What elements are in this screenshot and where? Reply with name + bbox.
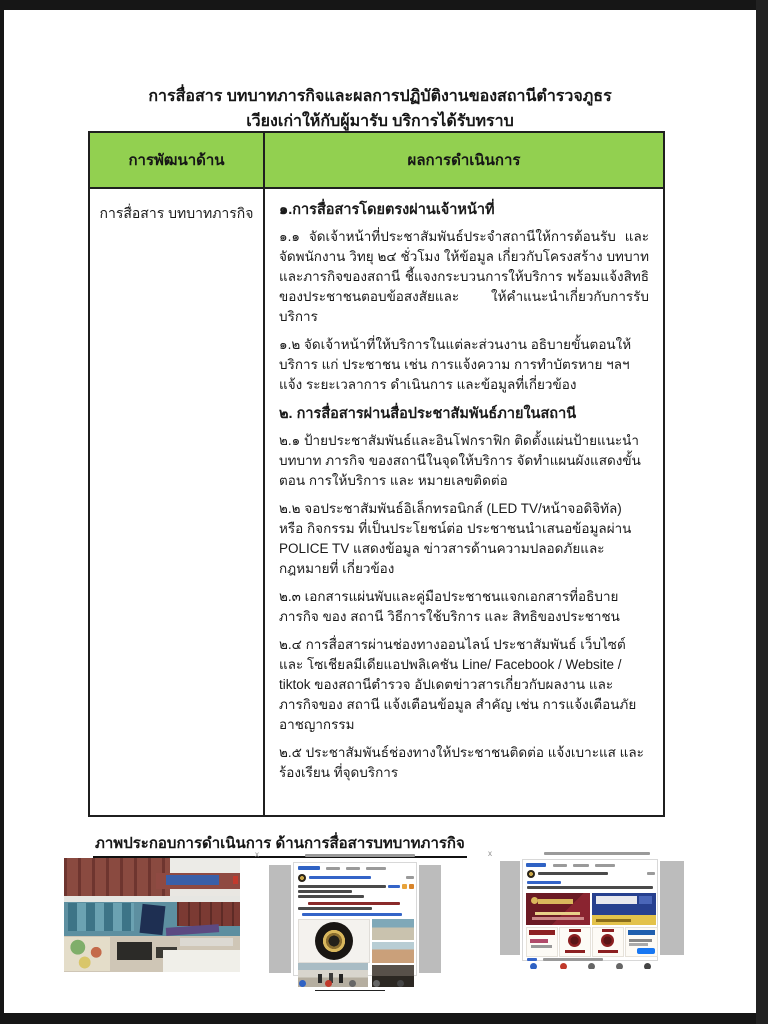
post-text-line1 [527, 886, 653, 889]
activity-photo-2 [372, 942, 414, 963]
white-counter [163, 950, 240, 972]
poster-4 [625, 927, 658, 957]
tab-3 [573, 864, 589, 867]
scan-border-right [756, 0, 768, 1024]
comment-icon [588, 963, 595, 969]
window-title-placeholder [544, 852, 650, 855]
blue-sign [166, 875, 219, 885]
item-2-2: ๒.๒ จอประชาสัมพันธ์อิเล็กทรอนิกส์ (LED TV/หน้าจอดิจิทัล) หรือ กิจกรรม ที่เป็นประโยชน์ต่อ ประชาชนนำเสนอข้อมูลผ่าน POLICE TV แสดงข้อมูล ข่าวสารด้านความปลอดภัยและกฎหมายที่ เกี่ยวข้อง [279, 501, 632, 576]
post-avatar [298, 874, 306, 882]
section-2-heading: ๒. การสื่อสารผ่านสื่อประชาสัมพันธ์ภายในสถานี [279, 406, 577, 422]
gold-headline [538, 899, 573, 904]
tab-4 [595, 864, 615, 867]
nameplate-slots [64, 858, 170, 896]
blue-banner-image [592, 893, 656, 925]
browser-side-gutter-left [269, 865, 291, 973]
yellow-strip-text [596, 919, 631, 922]
emoji-icon-2 [409, 884, 414, 889]
post-text-line2 [298, 890, 352, 893]
page-title-line1: การสื่อสาร บทบาทภารกิจและผลการปฏิบัติงานของสถานีตำรวจภูธร [148, 88, 612, 105]
footer-text-line [543, 958, 603, 961]
poster-3-text [598, 950, 617, 953]
papers [180, 938, 233, 946]
table-body-row [90, 189, 663, 815]
post-subtext-line1 [308, 902, 400, 905]
activity-photo-1 [372, 919, 414, 940]
share-icon [325, 980, 332, 987]
results-cell [265, 189, 663, 815]
page-title-line2: เวียงเก่าให้กับผู้มารับ บริการได้รับทราบ [246, 113, 514, 130]
facebook-page-screenshot-infographics [488, 847, 692, 969]
item-2-5: ๒.๕ ประชาสัมพันธ์ช่องทางให้ประชาชนติดต่อ แจ้งเบาะแส และ ร้องเรียน ที่จุดบริการ [279, 745, 644, 780]
like-icon [299, 980, 306, 987]
post-menu-dots [406, 876, 414, 879]
header-cell-results: ผลการดำเนินการ [265, 133, 663, 187]
office-panel-photo [64, 896, 240, 936]
printer-object [117, 942, 152, 959]
figures-caption: ภาพประกอบการดำเนินการ ด้านการสื่อสารบทบาทภารกิจ [93, 831, 467, 858]
scan-border-top [0, 0, 768, 10]
post-text-line1 [298, 885, 386, 888]
gold-line-2 [532, 917, 583, 920]
results-table [88, 131, 665, 817]
desk-documents-photo [64, 936, 240, 972]
post-meta-line [302, 913, 402, 916]
station-interior-photo-collage [64, 858, 240, 972]
page-name-text [309, 876, 371, 879]
close-icon: x [255, 850, 259, 859]
police-emblem-image [298, 919, 370, 963]
share-icon [560, 963, 567, 969]
like-count-icon [527, 958, 537, 961]
post-subtext-line2 [298, 907, 372, 910]
post-text-line3 [298, 895, 364, 898]
poster-4-headline [628, 930, 654, 935]
purple-rail [166, 925, 219, 937]
tab-2 [326, 867, 340, 870]
save-icon [616, 963, 623, 969]
like-icon [530, 963, 537, 969]
scan-border-bottom [0, 1013, 768, 1024]
comment-icon [349, 980, 356, 987]
poster-3 [592, 927, 624, 957]
browser-side-gutter-left [500, 861, 520, 955]
post-avatar [527, 870, 535, 878]
item-1-1: ๑.๑ จัดเจ้าหน้าที่ประชาสัมพันธ์ประจำสถานีให้การต้อนรับ และจัดพนักงาน วิทยุ ๒๔ ชั่วโมง ให้ข้อมูล เกี่ยวกับโครงสร้าง บทบาท และภารกิจของสถานี ชี้แจงกระบวนการให้บริการ พร้อมแจ้งสิทธิของประชาชนตอบข้อสงสัยและ ให้คำแนะนำเกี่ยวกับการรับบริการ [279, 229, 649, 324]
gold-line-1 [535, 912, 580, 915]
more-icon [644, 963, 651, 969]
ceiling-area [170, 858, 240, 873]
map-poster [64, 937, 110, 970]
more-icon [397, 980, 404, 987]
scan-border-left [0, 0, 4, 1024]
white-header-box [596, 896, 637, 904]
tab-timeline [526, 863, 546, 867]
post-link-text [388, 885, 400, 888]
poster-2-title [569, 929, 581, 932]
tab-timeline [298, 866, 320, 870]
page-name-text [538, 872, 608, 875]
poster-2-emblem [568, 934, 581, 947]
poster-1-text [531, 945, 552, 948]
item-2-4: ๒.๔ การสื่อสารผ่านช่องทางออนไลน์ ประชาสัมพันธ์ เว็บไซต์ และ โซเชียลมีเดียแอปพลิเคชัน Line/ Facebook / Website / tiktok ของสถานีตำรวจ อัปเดตข่าวสารเกี่ยวกับผลงาน และภารกิจของ สถานี แจ้งเตือนข้อมูล สำคัญ เช่น การแจ้งเตือนภัยอาชญากรรม [279, 637, 637, 732]
post-link-text [527, 881, 561, 884]
emoji-icon-1 [402, 884, 407, 889]
facebook-post-card [293, 862, 417, 976]
red-marker [233, 876, 238, 884]
tab-3 [346, 867, 360, 870]
item-2-1: ๒.๑ ป้ายประชาสัมพันธ์และอินโฟกราฟิก ติดตั้งแผ่นป้ายแนะนำ บทบาท ภารกิจ ของสถานีในจุดให้บริการ จัดทำแผนผังแสดงขั้นตอน การให้บริการ และ หมายเลขติดต่อ [279, 433, 641, 488]
facebook-page-screenshot-activities [253, 849, 457, 991]
blue-side-box [639, 896, 652, 904]
window-title-placeholder [305, 854, 415, 857]
tab-4 [366, 867, 386, 870]
page-title [4, 84, 756, 134]
blue-panels [68, 903, 135, 931]
poster-2 [559, 927, 591, 957]
item-2-3: ๒.๓ เอกสารแผ่นพับและคู่มือประชาชนแจกเอกสารที่อธิบายภารกิจ ของ สถานี วิธีการใช้บริการ และ สิทธิของประชาชน [279, 589, 620, 624]
topic-cell: การสื่อสาร บทบาทภารกิจ [90, 189, 265, 815]
post-menu-dots [647, 872, 655, 875]
close-icon: x [488, 849, 492, 858]
poster-4-line2 [629, 943, 648, 946]
facebook-post-card [522, 859, 658, 961]
poster-4-line1 [629, 939, 652, 942]
gold-logo-circle [531, 897, 538, 904]
dark-banner [140, 904, 166, 935]
red-banner-image [526, 893, 590, 925]
browser-side-gutter-right [660, 861, 684, 955]
police-emblem-circle [315, 922, 353, 960]
poster-3-emblem [601, 934, 614, 947]
underline-mark [315, 990, 385, 991]
follow-button [637, 948, 656, 954]
nameplate-board-2 [177, 902, 240, 927]
item-1-2: ๑.๒ จัดเจ้าหน้าที่ให้บริการในแต่ละส่วนงาน อธิบายขั้นตอนให้บริการ แก่ ประชาชน เช่น การแจ้งความ การทำบัตรหาย ฯลฯ แจ้ง ระยะเวลาการ ดำเนินการ และข้อมูลที่เกี่ยวข้อง [279, 337, 632, 392]
poster-1-line [530, 939, 548, 943]
table-header-row [90, 133, 663, 189]
reaction-icons-row [522, 963, 658, 969]
poster-2-text [565, 950, 584, 953]
section-1-heading: ๑.การสื่อสารโดยตรงผ่านเจ้าหน้าที่ [279, 202, 495, 218]
tab-2 [553, 864, 567, 867]
reaction-icons-row [293, 980, 417, 988]
header-cell-development-area: การพัฒนาด้าน [90, 133, 265, 187]
poster-1 [526, 927, 558, 957]
nameplate-board-photo [64, 858, 240, 896]
poster-1-headline [529, 930, 554, 935]
poster-3-title [602, 929, 614, 932]
browser-side-gutter-right [419, 865, 441, 973]
save-icon [373, 980, 380, 987]
